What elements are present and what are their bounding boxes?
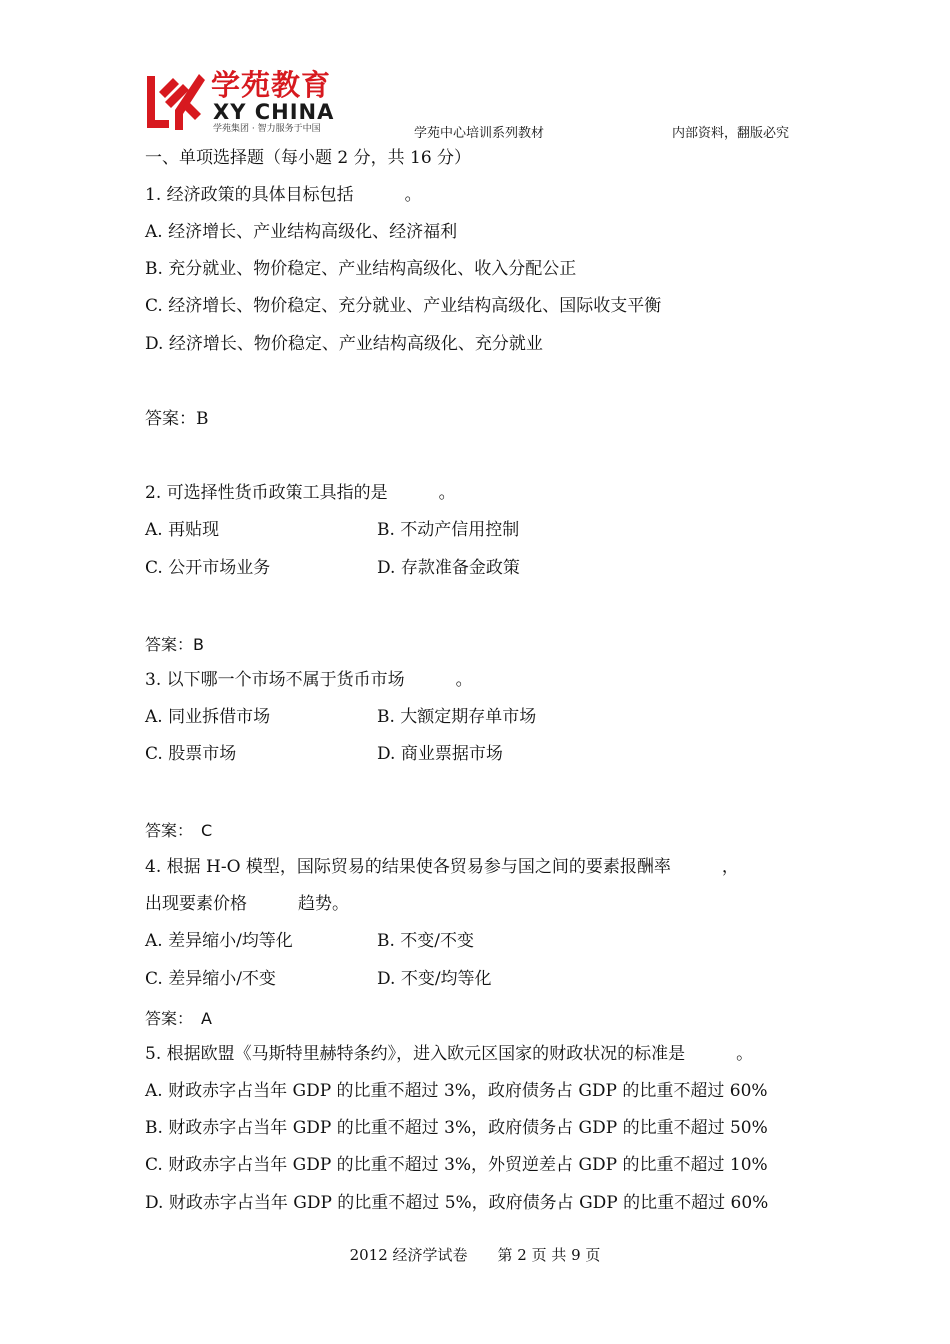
question-2-answer: 答案：B (145, 635, 204, 654)
question-5-option-a: A. 财政赤字占当年 GDP 的比重不超过 3%，政府债务占 GDP 的比重不超过 60% (145, 1081, 768, 1101)
logo-chinese-text: 学苑教育 (211, 68, 332, 102)
xy-logo-icon (143, 70, 205, 134)
question-3-option-c: C. 股票市场 (145, 744, 237, 764)
question-1-option-d: D. 经济增长、物价稳定、产业结构高级化、充分就业 (145, 334, 543, 354)
question-4-stem-line-1: 4. 根据 H-O 模型，国际贸易的结果使各贸易参与国之间的要素报酬率 ， (145, 857, 739, 877)
question-4-option-a: A. 差异缩小/均等化 (145, 931, 293, 951)
question-2-option-b: B. 不动产信用控制 (377, 520, 520, 540)
header-right-text: 内部资料，翻版必究 (672, 126, 790, 141)
question-2-option-a: A. 再贴现 (145, 520, 220, 540)
question-1-stem: 1. 经济政策的具体目标包括 。 (145, 185, 422, 205)
header-center-text: 学苑中心培训系列教材 (414, 126, 545, 141)
question-1-answer: 答案：B (145, 409, 209, 429)
logo-tagline: 学苑集团 · 智力服务于中国 (213, 124, 321, 134)
question-5-option-b: B. 财政赤字占当年 GDP 的比重不超过 3%，政府债务占 GDP 的比重不超过 50% (145, 1118, 768, 1138)
question-3-option-a: A. 同业拆借市场 (145, 707, 271, 727)
question-5-stem: 5. 根据欧盟《马斯特里赫特条约》，进入欧元区国家的财政状况的标准是 。 (145, 1044, 754, 1064)
question-3-option-b: B. 大额定期存单市场 (377, 707, 537, 727)
question-5-option-d: D. 财政赤字占当年 GDP 的比重不超过 5%，政府债务占 GDP 的比重不超过 60% (145, 1193, 769, 1213)
question-2-stem: 2. 可选择性货币政策工具指的是 。 (145, 483, 456, 503)
page-footer: 2012 经济学试卷 第 2 页 共 9 页 (349, 1246, 601, 1264)
question-4-option-d: D. 不变/均等化 (377, 969, 492, 989)
logo-english-text: XY CHINA (213, 100, 335, 124)
question-1-option-b: B. 充分就业、物价稳定、产业结构高级化、收入分配公正 (145, 259, 577, 279)
question-5-option-c: C. 财政赤字占当年 GDP 的比重不超过 3%，外贸逆差占 GDP 的比重不超过 10% (145, 1155, 768, 1175)
question-4-option-c: C. 差异缩小/不变 (145, 969, 276, 989)
question-3-answer: 答案： C (145, 821, 213, 840)
question-1-option-a: A. 经济增长、产业结构高级化、经济福利 (145, 222, 458, 242)
logo (143, 68, 358, 136)
question-3-option-d: D. 商业票据市场 (377, 744, 503, 764)
question-2-option-c: C. 公开市场业务 (145, 558, 271, 578)
question-4-answer: 答案： A (145, 1009, 212, 1028)
question-2-option-d: D. 存款准备金政策 (377, 558, 520, 578)
section-title: 一、单项选择题（每小题 2 分，共 16 分） (145, 148, 472, 168)
question-3-stem: 3. 以下哪一个市场不属于货币市场 。 (145, 670, 473, 690)
question-4-option-b: B. 不变/不变 (377, 931, 475, 951)
question-4-stem-line-2: 出现要素价格 趋势。 (145, 894, 349, 914)
question-1-option-c: C. 经济增长、物价稳定、充分就业、产业结构高级化、国际收支平衡 (145, 296, 662, 316)
